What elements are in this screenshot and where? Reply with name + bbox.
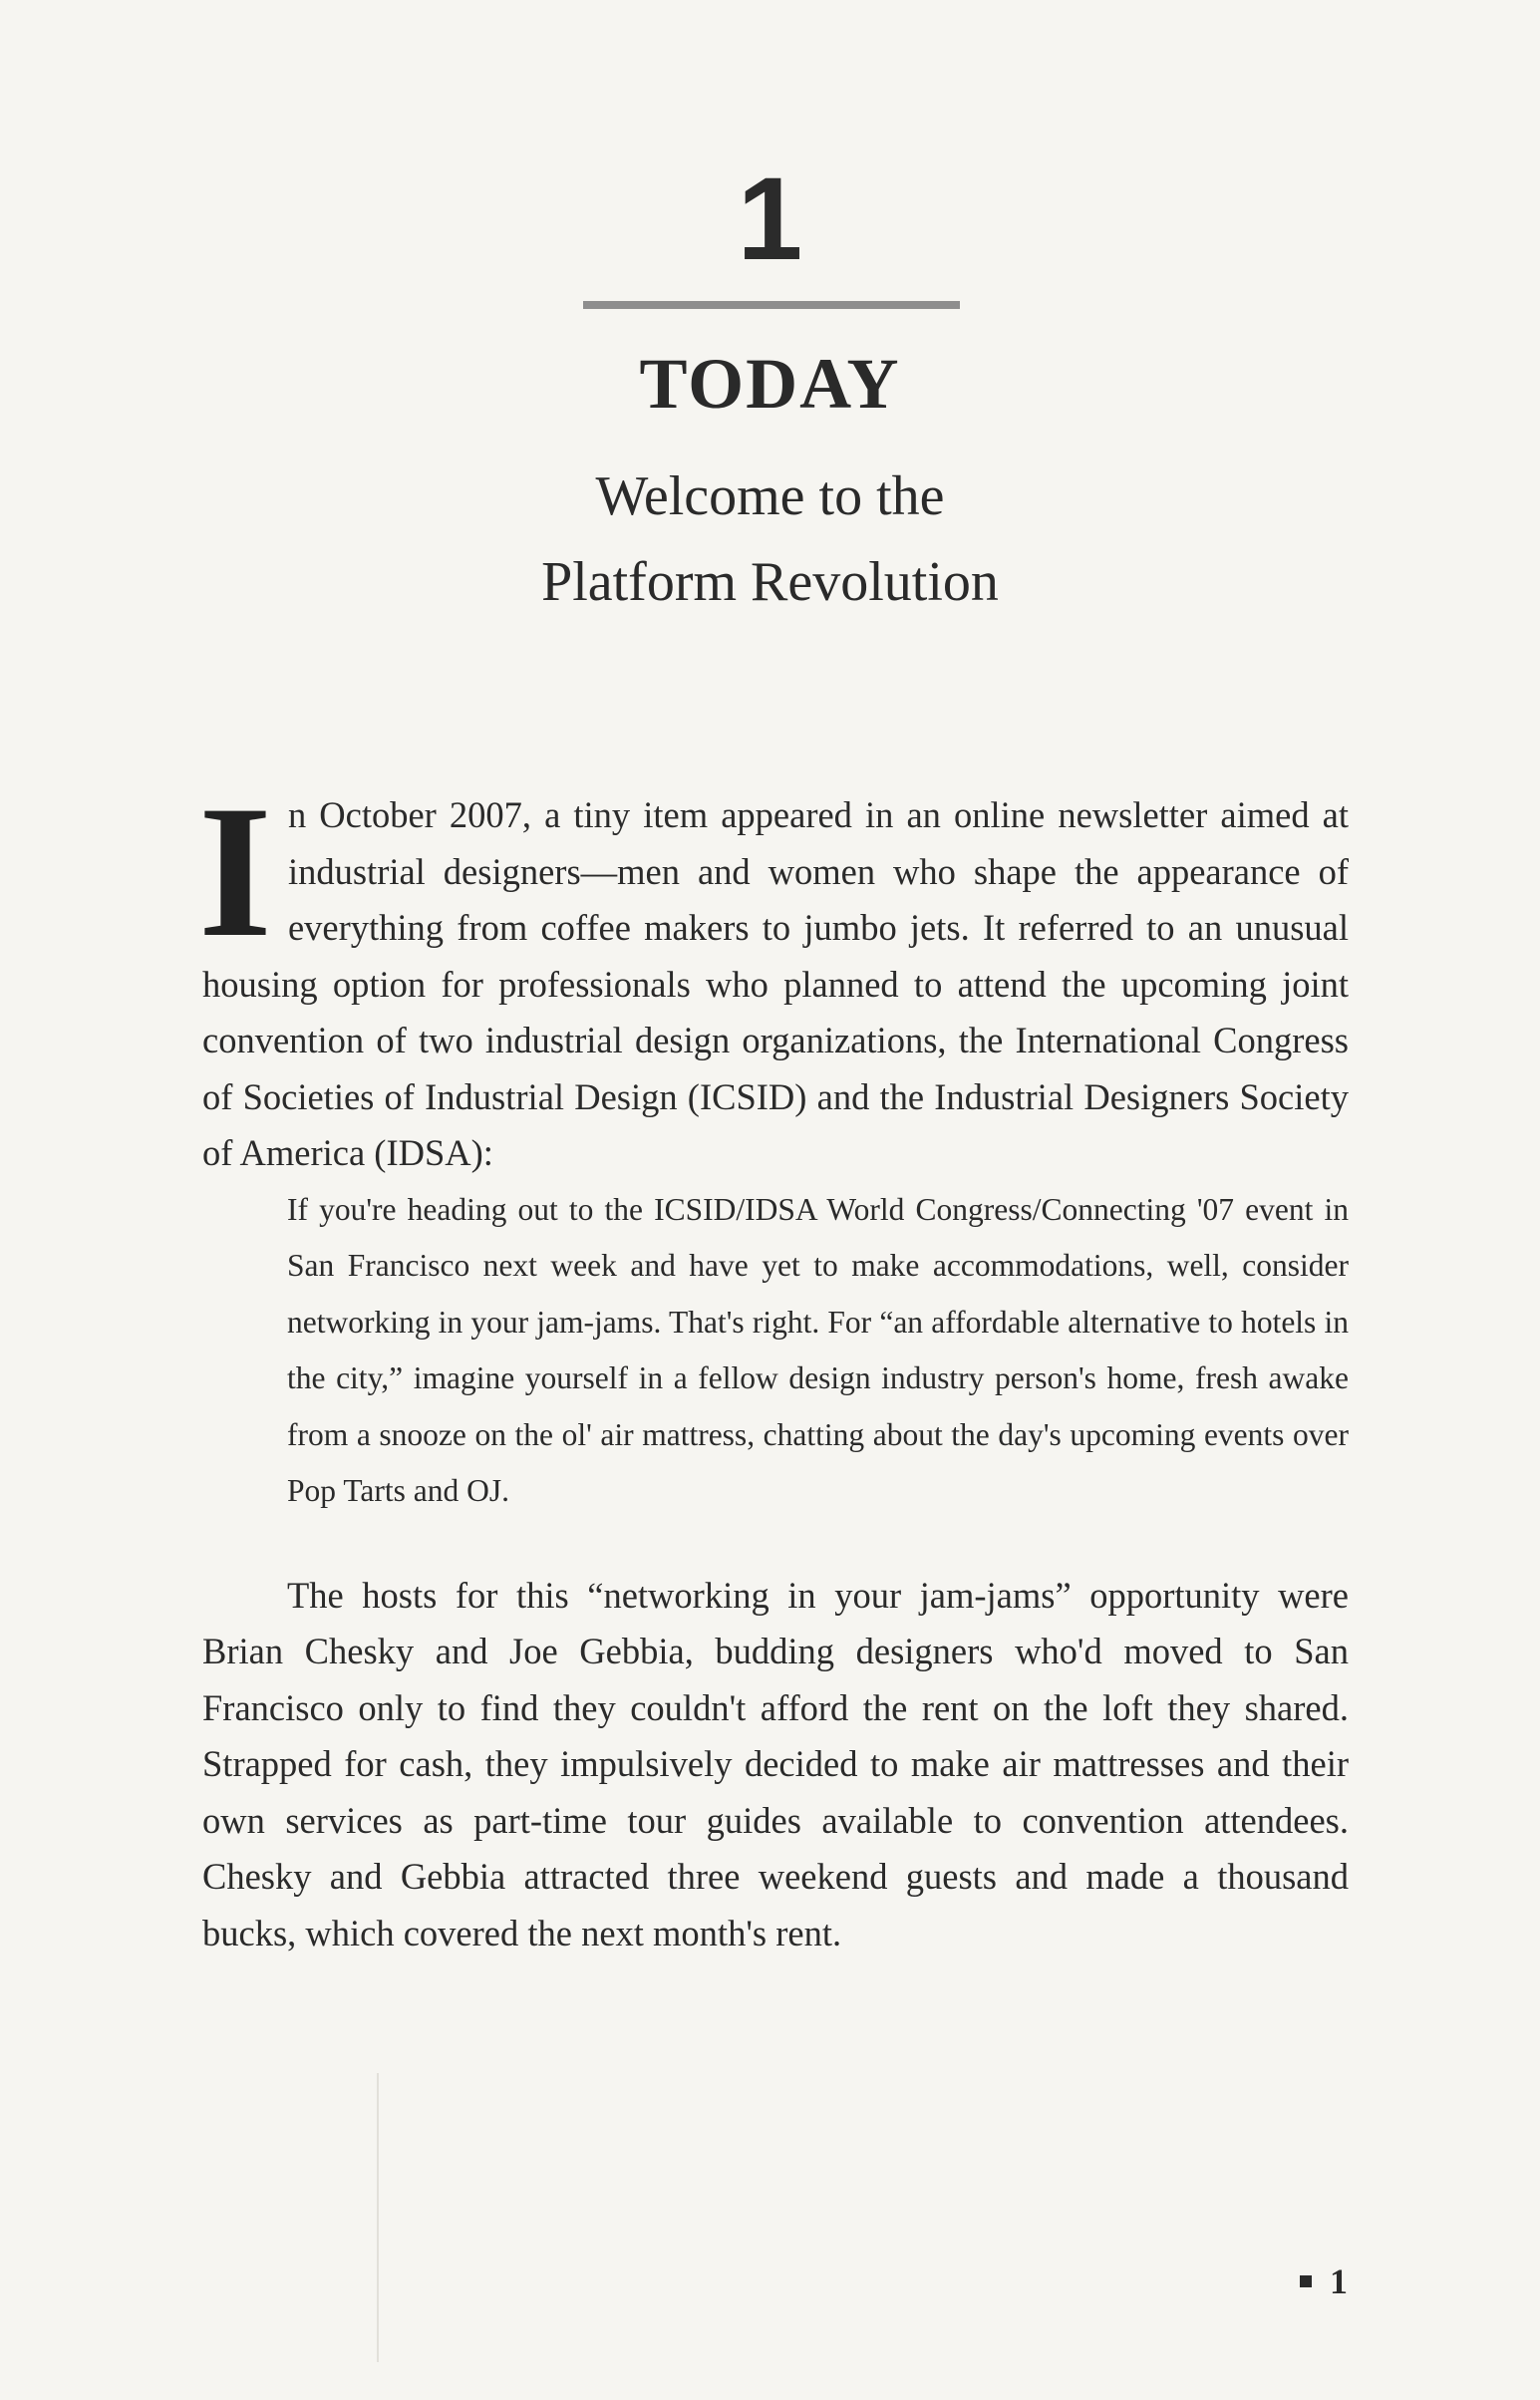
drop-cap: I bbox=[198, 767, 272, 977]
folio-square-icon bbox=[1300, 2275, 1312, 2287]
page-number: 1 bbox=[1330, 2261, 1348, 2301]
paragraph-2: The hosts for this “networking in your jam-jams” opportunity were Brian Chesky and Joe Gebbia, budding designers who'd moved to San Francisco only to find they couldn't afford the rent on the loft they shared. Strapped for cash, they impulsively decided to make air mattresses and their own services as part-time tour guides available to convention attendees. Chesky and Gebbia attracted three weekend guests and made a thousand bucks, which covered the next month's rent. bbox=[202, 1574, 1349, 1953]
chapter-title: TODAY bbox=[639, 344, 901, 424]
chapter-rule bbox=[583, 301, 960, 309]
chapter-subtitle bbox=[0, 453, 1540, 625]
body-text bbox=[198, 767, 1349, 1961]
block-quote: If you're heading out to the ICSID/IDSA World Congress/Connecting '07 event in San Francisco next week and have yet to make accommodations, well, consider networking in your jam-jams. That's right. For “an affordable alternative to hotels in the city,” imagine yourself in a fellow design industry person's home, fresh awake from a snooze on the ol' air mattress, chatting about the day's upcoming events over Pop Tarts and OJ. bbox=[287, 1191, 1349, 1508]
page-folio bbox=[1300, 2260, 1348, 2302]
chapter-subtitle-line-2: Platform Revolution bbox=[541, 551, 999, 613]
page-fold-line bbox=[377, 2073, 379, 2362]
paragraph-1-text: n October 2007, a tiny item appeared in an online newsletter aimed at industrial designers—men and women who shape the appearance of everything from coffee makers to jumbo jets. It referred to an unusual housing option for professionals who planned to attend the upcoming joint convention of two industrial design organizations, the International Congress of Societies of Industrial Design (ICSID) and the Industrial Designers Society of America (IDSA): bbox=[202, 794, 1349, 1173]
paragraph-1 bbox=[198, 767, 1349, 1182]
chapter-number: 1 bbox=[737, 153, 803, 285]
chapter-subtitle-line-1: Welcome to the bbox=[595, 465, 945, 527]
